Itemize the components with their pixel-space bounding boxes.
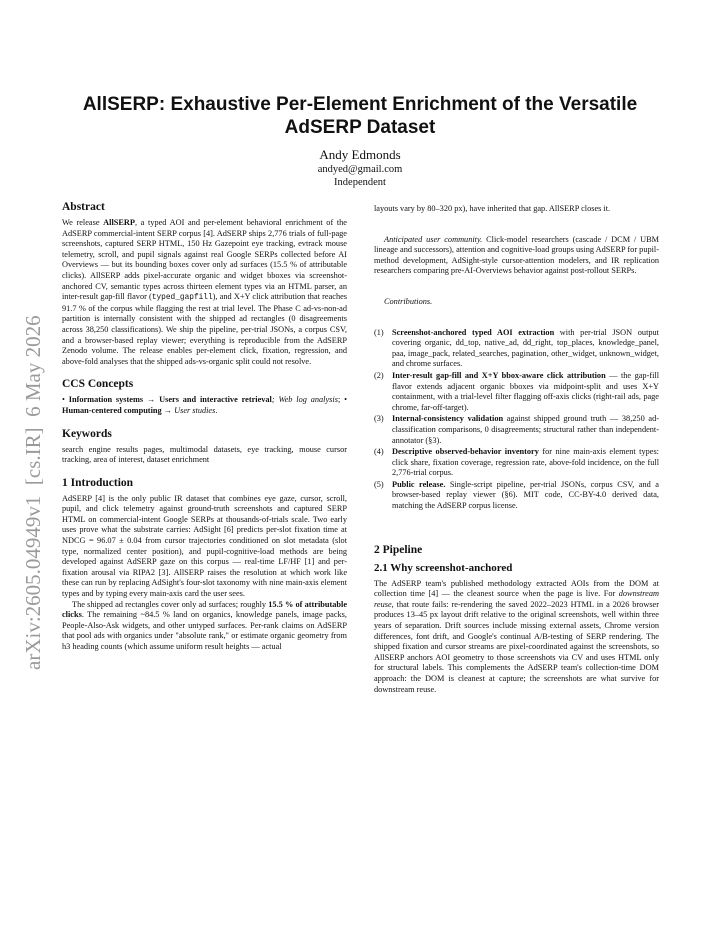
why-heading: 2.1 Why screenshot-anchored <box>374 561 513 574</box>
abstract-code: typed_gapfill <box>151 294 213 303</box>
why-part: The AdSERP team's published methodology extracted AOIs from the DOM at collection time [4] — the cleanest source when the page is live. For <box>374 578 659 599</box>
intro-paragraph-1: AdSERP [4] is the only public IR dataset that combines eye gaze, cursor, scroll, pupil, and click telemetry against ground-truth screenshots and captured SERP HTML on commercial-intent Google SERPs at thousands-of-trials scale. Two early uses prove what the substrate carries: AdSight [6] predicts per-slot fixation time at NDCG = 96.07 ± 0.04 from cursor trajectories conditioned on slot metadata (slot type, normalized center position), and pupil-cognitive-load methods are being developed against AdSERP gaze on this corpus — real-time LF/HF [1] and per-fixation arousal via RIPA2 [3]. AllSERP raises the resolution at which work like these can run by replacing AdSight's four-slot taxonomy with nine main-axis element types and by typing every main-axis card the user sees. <box>62 493 347 599</box>
ccs-term: Human-centered computing <box>62 405 162 415</box>
list-item <box>374 328 659 370</box>
pipeline-heading: 2 Pipeline <box>374 543 423 556</box>
list-item <box>374 447 659 479</box>
list-body: against shipped ground truth — 38,250 ad-classification comparisons, 0 disagreements; structural rather than independent-annotator (§3). <box>392 414 659 445</box>
list-number: (4) <box>374 447 384 457</box>
abstract-part: , a typed AOI and per-element behavioral enrichment of the AdSERP commercial-intent SERP corpus [4]. AdSERP ships 2,776 trials of full-page screenshots, captured SERP HTML, 150 Hz Gazepoint eye tracking, evtrack mouse telemetry, scroll, and pupil signals against real Google SERPs collected before AI Overviews — but its bounding boxes cover only ad surfaces (15.5 % of attributable clicks). AllSERP adds pixel-accurate organic and widget bboxes via screenshot-anchored CV, semantic types across thirteen element types via an HTML parser, an inter-result gap-fill flavor ( <box>62 218 347 302</box>
list-number: (5) <box>374 479 384 489</box>
ccs-italic: User studies <box>174 405 216 415</box>
contributions-label: Contributions. <box>384 296 433 306</box>
abstract-part: We release <box>62 218 104 227</box>
list-text <box>392 328 659 370</box>
list-item <box>374 414 659 446</box>
list-item <box>374 480 659 512</box>
list-text <box>392 414 659 446</box>
author-affiliation: Independent <box>334 177 386 188</box>
arxiv-stamp <box>10 260 50 680</box>
list-body: for nine main-axis element types: click share, fixation coverage, regression rate, above-fold incidence, on the full 2,776-trial corpus. <box>392 447 659 478</box>
ccs-sep: → <box>161 405 175 415</box>
community-text: Click-model researchers (cascade / DCM / UBM lineage and successors), attention and cognitive-load groups using AdSERP for pupil-method development, AdSight-style cursor-attention modelers, and IR replication researchers comparing pre-AI-Overviews behavior against post-rollout SERPs. <box>374 234 659 276</box>
ccs-italic: ; Web log analysis <box>271 395 338 405</box>
abstract-part: ), and X+Y click attribution that reaches 91.7 % of the corpus while flagging the rest at trial level. The Phase C ad-vs-non-ad partition is internally consistent with the shipped ad rectangles (0 disagreements across 38,250 classifications). We ship the pipeline, per-trial JSONs, a corpus CSV, and a browser-based replay viewer; everything is reproducible from the AdSERP Zenodo volume. The release enables per-element click, fixation, regression, and above-fold analyses that the shipped ads-vs-organic split could not resolve. <box>62 292 348 366</box>
intro-heading: 1 Introduction <box>62 476 134 489</box>
ccs-sep: . <box>215 405 218 415</box>
list-number: (1) <box>374 327 384 337</box>
right-column <box>374 204 659 695</box>
intro-bold: 15.5 % of attributable clicks <box>62 599 347 620</box>
community-paragraph <box>374 235 659 277</box>
list-bold: Screenshot-anchored typed AOI extraction <box>392 327 555 337</box>
ccs-sep: ; • <box>337 395 347 405</box>
author-block <box>60 147 660 189</box>
list-number: (3) <box>374 414 384 424</box>
ccs-text: • Information systems → Users and interactive retrieval; Web log analysis; • Human-centered computing → User studies. <box>62 395 347 415</box>
paper-title: AllSERP: Exhaustive Per-Element Enrichment of the Versatile AdSERP Dataset <box>82 94 638 138</box>
community-label: Anticipated user community. <box>384 234 483 244</box>
left-column <box>62 200 347 653</box>
list-bold: Public release. <box>392 479 446 489</box>
list-body: — the gap-fill flavor extends adjacent organic bboxes via midpoint-split and uses X+Y containment, with a trial-level filter flagging off-axis clicks (right-rail ads, page chrome, far-off-target). <box>392 370 660 412</box>
contributions-list <box>374 328 659 512</box>
list-item <box>374 371 659 413</box>
ccs-sep: → <box>143 395 160 405</box>
abstract-heading: Abstract <box>62 201 105 213</box>
intro-part: The shipped ad rectangles cover only ad surfaces; roughly <box>72 599 269 609</box>
list-body: with per-trial JSON output covering organic, dd_top, native_ad, dd_right, top_places, knowledge_panel, paa, image_pack, related_searches, pagination, other_widget, unknown_widget, and chrome surfaces. <box>392 327 659 369</box>
abstract-text <box>62 218 347 367</box>
ccs-term: Information systems <box>68 395 144 405</box>
why-part: , that route fails: re-rendering the saved 2022–2023 HTML in a 2026 browser produces 13–45 px layout drift relative to the original screenshots, well within three years of separation. Drift sources include missing external assets, Chrome version differences, font drift, and Google's continual A/B-testing of SERP rendering. The shipped fixation and cursor streams are pixel-coordinated against the screenshots, so AllSERP anchors AOI geometry to those screenshots via CV and uses HTML only for structural labels. This complements the AdSERP team's collection-time DOM approach: the DOM is cleanest at capture; the screenshots are what survive for downstream reuse. <box>374 599 659 694</box>
why-italic: downstream reuse <box>374 589 659 609</box>
intro-part: . The remaining ~84.5 % land on organics, knowledge panels, image packs, People-Also-Ask widgets, and other untyped surfaces. Per-rank claims on AdSERP that pool ads with organics under "absolute rank," or estimate organic geometry from h3 heading counts (which assume uniform result heights — actual <box>62 610 347 651</box>
intro-paragraph-2 <box>62 600 347 653</box>
list-body: Single-script pipeline, per-trial JSONs, corpus CSV, and a browser-based replay viewer (§6). MIT code, CC-BY-4.0 derived data, matching the AdSERP corpus license. <box>392 479 659 511</box>
keywords-heading: Keywords <box>62 427 112 440</box>
ccs-term: Users and interactive retrieval <box>159 395 272 405</box>
list-bold: Descriptive observed-behavior inventory <box>392 447 539 457</box>
list-bold: Internal-consistency validation <box>392 414 504 424</box>
list-text <box>392 447 659 479</box>
list-text <box>392 480 659 512</box>
author-name: Andy Edmonds <box>319 147 401 162</box>
keywords-text: search engine results pages, multimodal datasets, eye tracking, mouse cursor tracking, area of interest, dataset enrichment <box>62 444 347 465</box>
why-paragraph <box>374 579 659 696</box>
list-bold: Inter-result gap-fill and X+Y bbox-aware click attribution <box>392 370 606 380</box>
list-number: (2) <box>374 370 384 380</box>
author-email[interactable]: andyed@gmail.com <box>317 164 403 175</box>
ccs-heading: CCS Concepts <box>62 378 134 391</box>
list-text <box>392 371 659 413</box>
arxiv-stamp-text: arXiv:2605.04949v1 [cs.IR] 6 May 2026 <box>21 315 45 670</box>
abstract-bold: AllSERP <box>103 218 135 227</box>
intro-continuation: layouts vary by 80–320 px), have inherited that gap. AllSERP closes it. <box>374 204 611 213</box>
